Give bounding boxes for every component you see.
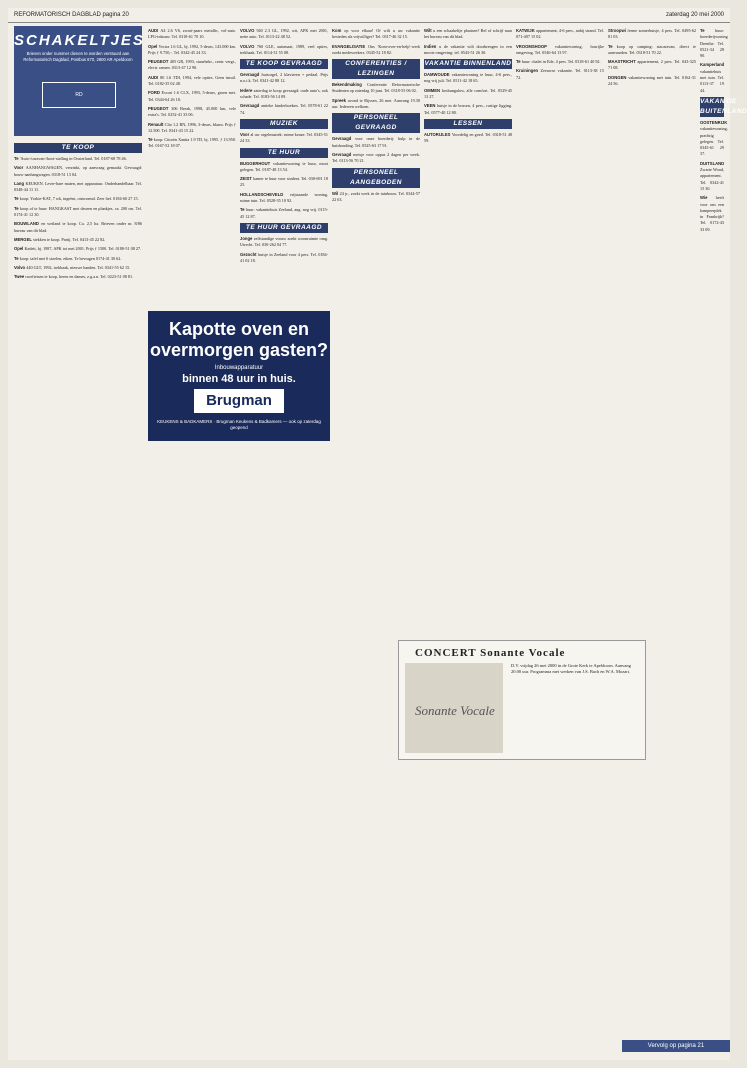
classified-column bbox=[240, 26, 328, 1036]
ad-text: kamer te huur voor student. Tel. 030-691 18 25. bbox=[240, 176, 328, 188]
ad-keyword: Te bbox=[14, 196, 20, 202]
classified-ad bbox=[332, 98, 420, 111]
classified-ad bbox=[148, 106, 236, 119]
classified-ad bbox=[424, 88, 512, 101]
classified-ad bbox=[332, 191, 420, 204]
classified-ad bbox=[240, 161, 328, 174]
ad-text: 760 GLE, automaat, 1989, veel opties, trekhaak. Tel. 0114-31 55 08. bbox=[240, 43, 329, 55]
classified-ad bbox=[14, 196, 142, 202]
brugman-logo: Brugman bbox=[194, 389, 284, 413]
classified-ad bbox=[700, 62, 724, 93]
ad-keyword: OMMEN bbox=[424, 87, 442, 93]
ad-keyword: Te bbox=[700, 28, 716, 33]
ad-text: vakantiewoning te huur, 4-6 pers., nog vrij juli. Tel. 0511-42 18 65. bbox=[424, 72, 512, 84]
ad-text: 'Auto-/caravan-/boot-stalling in Oosterland. Tel. 0187-68 78 46. bbox=[19, 156, 127, 161]
concert-info: D.V. vrijdag 26 mei 2000 in de Grote Kerk te Apeldoorn. Aanvang 20.00 uur. Programma met werken van J.S. Bach en W.A. Mozart. bbox=[511, 663, 631, 674]
ad-text: avond te Rijssen, 26 mei. Aanvang 19.30 uur. Iedereen welkom. bbox=[332, 97, 420, 110]
classified-ad bbox=[424, 28, 512, 41]
ad-text: vrijstaande woning, ruime tuin. Tel. 0528-35 10 92. bbox=[240, 191, 328, 204]
ad-text: AANHANGWAGEN, verzinkt, op aanvraag gemaakt. Gevraagd: bouw-aanhangwagen. 0318-51 13 04. bbox=[14, 165, 142, 177]
ad-keyword: VOLVO bbox=[240, 28, 257, 33]
ad-keyword: Gevraagd bbox=[332, 151, 354, 157]
ad-text: 24 jr., zoekt werk in de tuinbouw. Tel. 0344-57 22 63. bbox=[332, 190, 421, 202]
ad-keyword: Bekendmaking bbox=[332, 82, 368, 88]
ad-keyword: Renault bbox=[148, 121, 165, 127]
classified-column bbox=[424, 26, 512, 626]
classified-ad bbox=[608, 28, 696, 41]
kapotte-price: binnen 48 uur in huis. bbox=[182, 373, 296, 385]
classified-ad bbox=[240, 252, 328, 265]
classified-ad bbox=[148, 59, 236, 72]
ad-keyword: AUDI bbox=[148, 74, 161, 80]
section-heading: LESSEN bbox=[424, 119, 512, 129]
ad-keyword: Te bbox=[14, 205, 20, 211]
ad-text: heeft voor ons een kampeerplek in Frankrijk? Tel. 0172-43 33 09. bbox=[700, 195, 724, 232]
classified-ad bbox=[332, 44, 420, 57]
classified-ad bbox=[148, 137, 236, 150]
classified-ad bbox=[148, 75, 236, 88]
ad-text: u een schaakeltje plaatsen? Bel of schrijf naar het bureau van dit blad. bbox=[424, 28, 512, 40]
ad-text: Vectra 1.6 GL, bj. 1992, 5-deurs, 143.000 km. Prijs ƒ 9.750,-. Tel. 0342-45 24 33. bbox=[148, 43, 236, 55]
section-heading: TE KOOP bbox=[14, 143, 142, 153]
classified-column bbox=[516, 26, 604, 1036]
classified-ad bbox=[240, 103, 328, 116]
classified-ad bbox=[240, 176, 328, 189]
brugman-tagline: KEUKENS & BADKAMERS bbox=[157, 419, 213, 424]
section-heading: TE HUUR GEVRAAGD bbox=[240, 223, 328, 233]
ad-keyword: Kamperland bbox=[700, 62, 725, 68]
ad-keyword: Kruiningen bbox=[516, 68, 541, 74]
ad-keyword: DUITSLAND bbox=[700, 160, 725, 166]
classified-ad bbox=[148, 90, 236, 103]
ad-keyword: Te bbox=[14, 255, 20, 261]
ad-text: antieke kinderboeken. Tel. 0578-61 22 74. bbox=[240, 103, 328, 115]
ad-text: racefietsen te koop, heren en dames, z.g.a.n. Tel. 0223-51 08 81. bbox=[25, 274, 134, 280]
ad-keyword: Lang bbox=[14, 180, 26, 186]
classified-ad bbox=[516, 44, 604, 57]
classified-ad bbox=[14, 246, 142, 252]
ad-text: Zwarte Woud, appartement. Tel. 0342-41 15 30. bbox=[700, 167, 724, 191]
ad-text: 440 GLT, 1992, trekhaak, nieuwe banden. Tel. 0341-55 62 15. bbox=[26, 264, 131, 270]
ad-keyword: Te bbox=[240, 207, 246, 213]
ad-keyword: Spreek bbox=[332, 97, 348, 103]
schaakeltjes-title: SCHAKELTJES bbox=[14, 32, 145, 49]
section-heading: TE HUUR bbox=[240, 148, 328, 158]
ad-text: vakantiewoning met tuin. Tel. 0162-31 24 56. bbox=[608, 74, 696, 87]
ad-keyword: Gevraagd bbox=[240, 72, 262, 78]
classified-ad bbox=[516, 59, 604, 65]
ad-keyword: BOUWLAND bbox=[14, 221, 42, 227]
ad-text: Zeeuwse vakantie. Tel. 0113-38 15 72. bbox=[516, 68, 604, 80]
ad-text: appartement, 4-6 pers., nabij strand. Tel. 071-407 15 02. bbox=[516, 28, 604, 40]
section-heading: CONFERENTIES / LEZINGEN bbox=[332, 59, 420, 79]
ad-text: 80 1.6 TDI, 1994, vele opties. Geen inruil. Tel. 0182-35 02 48. bbox=[148, 74, 236, 87]
ad-text: Clio 1.2 RN, 1996, 3-deurs, blauw. Prijs ƒ 12.500. Tel. 0341-43 15 22. bbox=[148, 121, 236, 133]
classified-ad bbox=[700, 195, 724, 233]
classified-ad bbox=[332, 82, 420, 95]
ad-keyword: Gevraagd bbox=[240, 103, 262, 109]
ad-keyword: VOLVO bbox=[240, 43, 257, 49]
ad-text: koop: tafel met 6 stoelen, eiken. Te bevragen 0174-41 30 62. bbox=[19, 255, 122, 261]
ad-keyword: Voor bbox=[14, 165, 26, 171]
section-heading: VAKANTIE BINNENLAND bbox=[424, 60, 512, 68]
classified-ad bbox=[240, 72, 328, 85]
ad-text: 306 Break, 1998, 45.000 km, vele extra's. Tel. 0252-41 33 06. bbox=[148, 105, 237, 118]
classified-column bbox=[700, 26, 747, 1036]
classified-ad bbox=[14, 221, 142, 234]
classified-ad bbox=[608, 44, 696, 57]
ad-text: KEUKEN. Lever-bare maten, met apparatuur. Onderhandelbaar. Tel. 0348-44 11 11. bbox=[14, 180, 142, 193]
classified-ad bbox=[240, 132, 328, 145]
classified-ad bbox=[516, 28, 604, 41]
ad-text: Ons 'Kom-over-en-help'-werk zoekt medewerkers. 0345-52 18 82. bbox=[332, 43, 420, 55]
ad-keyword: ZEIST bbox=[240, 176, 254, 182]
ad-keyword: Kom bbox=[332, 28, 345, 33]
concert-art-label: Sonante Vocale bbox=[415, 703, 495, 718]
kapotte-subhead: Inbouwapparatuur bbox=[214, 365, 264, 371]
ad-keyword: EVANGELISATIE bbox=[332, 43, 369, 49]
classified-ad bbox=[148, 122, 236, 135]
ad-text: Voordelig en goed. Tel. 0318-51 48 59. bbox=[424, 131, 512, 144]
ad-keyword: KATWIJK bbox=[516, 28, 537, 33]
ad-keyword: PEUGEOT bbox=[148, 105, 172, 111]
classified-ad bbox=[14, 206, 142, 219]
ad-text: huisje in Zeeland voor 4 pers. Tel. 0184-41 02 18. bbox=[240, 251, 328, 263]
classified-ad bbox=[332, 28, 420, 41]
header-right: zaterdag 20 mei 2000 bbox=[665, 12, 724, 18]
ad-text: bosbungalow, alle comfort. Tel. 0529-45 13 27. bbox=[424, 87, 513, 100]
ad-keyword: AUTORIJLES bbox=[424, 131, 452, 137]
newspaper-page bbox=[8, 8, 747, 1060]
ad-text: vakantiewoning, bosrijke omgeving. Tel. 0546-64 13 97. bbox=[516, 43, 604, 55]
ad-keyword: Wilt bbox=[424, 28, 434, 33]
section-heading: MUZIEK bbox=[240, 119, 328, 129]
ad-keyword: FORD bbox=[148, 90, 162, 96]
ad-text: Kadett, bj. 1987, APK tot mei 2001. Prijs ƒ 1500. Tel. 0180-51 08 27. bbox=[24, 246, 142, 252]
classified-ad bbox=[424, 132, 512, 145]
classified-ad bbox=[240, 88, 328, 101]
ad-keyword: VROOMSHOOP bbox=[516, 43, 555, 49]
classified-column bbox=[148, 26, 236, 306]
ad-keyword: Gezocht bbox=[240, 251, 258, 257]
classified-ad bbox=[148, 28, 236, 41]
ad-keyword: BUGGERHOUT bbox=[240, 160, 274, 166]
ad-keyword: Jonge bbox=[240, 235, 254, 241]
ad-keyword: VEEN bbox=[424, 103, 437, 109]
classified-ad bbox=[240, 207, 328, 220]
ad-text: u de vakantie wilt doorbrengen in een mooie omgeving: tel. 0543-51 26 30. bbox=[424, 43, 512, 55]
ad-text: huur: vakantiehuis Zeeland, aug. nog vrij. 0115-45 12 87. bbox=[240, 207, 328, 219]
ad-text: 405 GR, 1993, stuurbekr., centr. vergr., electr. ramen. 0313-47 12 90. bbox=[148, 59, 236, 71]
ad-text: koop: Citroën Xantia 1.9 TD, bj. 1995. ƒ 13.950. Tel. 0167-52 18 07. bbox=[148, 137, 236, 149]
ad-keyword: Indien bbox=[424, 43, 440, 49]
concert-ensemble: Sonante Vocale bbox=[480, 647, 566, 659]
classified-ad bbox=[14, 265, 142, 271]
ad-keyword: AUDI bbox=[148, 28, 161, 33]
classified-ad bbox=[14, 237, 142, 243]
classified-ad bbox=[424, 103, 512, 116]
ad-text: huisje in de bossen, 4 pers., rustige ligging. Tel. 0577-40 12 80. bbox=[424, 103, 512, 115]
classified-column bbox=[14, 140, 142, 1036]
classified-ad bbox=[148, 44, 236, 57]
ad-keyword: PEUGEOT bbox=[148, 59, 170, 65]
classified-ad bbox=[14, 181, 142, 194]
ad-text: huur: chalet in Ede, 4 pers. Tel. 0318-61 40 92. bbox=[521, 59, 601, 65]
classified-ad bbox=[332, 152, 420, 165]
classified-ad bbox=[608, 59, 696, 72]
section-heading: PERSONEEL AANGEBODEN bbox=[332, 168, 420, 188]
ad-text: en weiland te koop. Ca. 2,5 ha. Brieven onder nr. 8/86 bureau van dit blad. bbox=[14, 221, 142, 233]
ad-text: al uw orgelmuziek: ruime keuze. Tel. 0345-51 24 33. bbox=[240, 131, 328, 144]
ad-keyword: MAASTRICHT bbox=[608, 59, 638, 65]
classified-ad bbox=[14, 165, 142, 178]
ad-keyword: HOLLANDSCHEVELD bbox=[240, 191, 290, 197]
classified-ad bbox=[240, 236, 328, 249]
page-header bbox=[8, 8, 730, 23]
next-page-link[interactable]: Vervolg op pagina 21 bbox=[622, 1040, 730, 1052]
ad-text: koop: Yorkie-KAT, 7 wk, ingeënt, ontwormd. Zeer lief. 0184-60 27 15. bbox=[19, 196, 139, 202]
ad-text: zelfstandige vrouw zoekt woonruimte omg. Utrecht. Tel. 030-262 04 77. bbox=[240, 235, 328, 248]
schaakeltjes-intro: Brieven onder nummer dienen te worden verstuurd aan Reformatorisch Dagblad, Postbus 670, 2800 AR Apeldoorn bbox=[23, 51, 133, 62]
ad-text: vakantiewoning, prachtig gelegen. Tel. 0345-61 29 37. bbox=[700, 126, 728, 157]
concert-label: CONCERT bbox=[415, 647, 477, 659]
classified-ad bbox=[516, 68, 604, 81]
ad-text: voor onze boerderij: hulp in de huishouding. Tel. 0525-63 17 91. bbox=[332, 136, 420, 148]
ad-text: koop of te huur: HANGKAST met deuren en plankjes, ca. 200 cm. Tel. 0174-41 12 30. bbox=[14, 205, 142, 218]
ad-keyword: DONGEN bbox=[608, 74, 629, 80]
ad-text: huisorgel, 2 klavieren + pedaal. Prijs n.o.t.k. Tel. 0341-42 88 12. bbox=[240, 72, 329, 84]
classified-ad bbox=[240, 44, 328, 57]
ad-keyword: Te bbox=[608, 43, 617, 49]
ad-keyword: Gevraagd bbox=[332, 136, 356, 142]
section-heading: VAKANTIE BUITENLAND bbox=[700, 97, 747, 115]
ad-keyword: Te bbox=[148, 137, 154, 143]
ad-keyword: OOSTENRIJK bbox=[700, 119, 728, 125]
ad-keyword: Twee bbox=[14, 274, 26, 280]
ad-text: 940 2.3 GL, 1992, wit, APK mei 2001, nette auto. Tel. 0113-22 48 52. bbox=[240, 28, 329, 40]
classified-ad bbox=[240, 28, 328, 41]
ad-keyword: Volvo bbox=[14, 264, 27, 270]
ad-keyword: Iedere bbox=[240, 87, 254, 93]
ad-keyword: Voor bbox=[240, 131, 251, 137]
schaakeltjes-logo: RD bbox=[42, 82, 116, 108]
ad-text: vakantiewoning te huur, mooi gelegen. Tel. 0187-48 13 54. bbox=[240, 160, 329, 172]
header-left: REFORMATORISCH DAGBLAD pagina 20 bbox=[14, 12, 129, 18]
section-heading: PERSONEEL GEVRAAGD bbox=[332, 113, 420, 133]
ad-keyword: Opel bbox=[148, 43, 159, 49]
classified-ad bbox=[700, 28, 728, 59]
classified-ad bbox=[700, 161, 724, 192]
ad-text: A4 2.6 V6, zwart-paars metallic, vol-auto. LPG-inbouw. Tel. 0318-61 70 10. bbox=[148, 28, 236, 40]
ad-text: stekken te koop. Partij. Tel. 0413-45 22 82. bbox=[33, 236, 106, 242]
classified-ad bbox=[424, 44, 512, 57]
ad-keyword: DAMWOUDE bbox=[424, 72, 452, 78]
ad-keyword: Te bbox=[516, 59, 522, 65]
classified-ad bbox=[240, 192, 328, 205]
kapotte-footer: KEUKENS & BADKAMERS · Brugman Keukens & Badkamers — ook op zaterdag geopend bbox=[157, 419, 321, 430]
classified-ad bbox=[14, 274, 142, 280]
classified-ad bbox=[14, 256, 142, 262]
ad-text: huur: boerderijwoning Drenthe. Tel. 0521-34 28 90. bbox=[700, 28, 728, 59]
ad-keyword: Te bbox=[14, 156, 20, 161]
ad-keyword: Opel bbox=[14, 246, 25, 252]
section-heading: TE KOOP GEVRAAGD bbox=[240, 59, 328, 69]
ad-text: koop op camping: stacaravan, direct te aanvaarden. Tel. 0318-51 70 22. bbox=[608, 43, 696, 55]
ad-keyword: Wil bbox=[332, 190, 340, 196]
classified-column bbox=[332, 26, 420, 1036]
ad-keyword: Wie bbox=[700, 195, 716, 201]
ad-text: meisje voor oppas 2 dagen per week. Tel. 0113-56 70 21. bbox=[332, 151, 421, 164]
ad-text: ferme zomerhuisje, 4 pers. Tel. 0495-62 81 03. bbox=[608, 28, 696, 40]
brugman-footer-text: Brugman Keukens & Badkamers — ook op zaterdag geopend bbox=[216, 419, 321, 430]
classified-ad bbox=[700, 119, 728, 158]
ad-keyword: MERGEL bbox=[14, 236, 34, 242]
kapotte-headline: Kapotte oven en overmorgen gasten? bbox=[149, 319, 329, 360]
classified-ad bbox=[14, 156, 142, 162]
classified-ad bbox=[608, 75, 696, 88]
schaakeltjes-header bbox=[14, 26, 145, 136]
ad-text: zaterdag te koop gevraagd: oude auto's, ook schade. Tel. 0183-56 14 09. bbox=[240, 87, 328, 100]
classified-column bbox=[608, 26, 696, 626]
ad-text: appartement, 2 pers. Tel. 043-325 71 08. bbox=[608, 59, 696, 71]
ad-keyword: Stroopwi bbox=[608, 28, 628, 33]
classified-ad bbox=[332, 136, 420, 149]
classified-ad bbox=[424, 72, 512, 85]
ad-text: Escort 1.6 CLX, 1993, 5-deurs, groen met. Tel. 0344-64 26 18. bbox=[148, 90, 237, 102]
ad-text: Conferentie Reformatorische Studenten op zaterdag 10 juni. Tel. 0318-55 06 02. bbox=[332, 82, 421, 94]
ad-text: vakantiehuis met tuin. Tel. 0113-37 19 44. bbox=[700, 68, 724, 93]
ad-text: op voor elkaar! Of wilt u uw vakantie besteden als vrijwilliger? Tel. 0317-46 32 15. bbox=[332, 28, 420, 40]
